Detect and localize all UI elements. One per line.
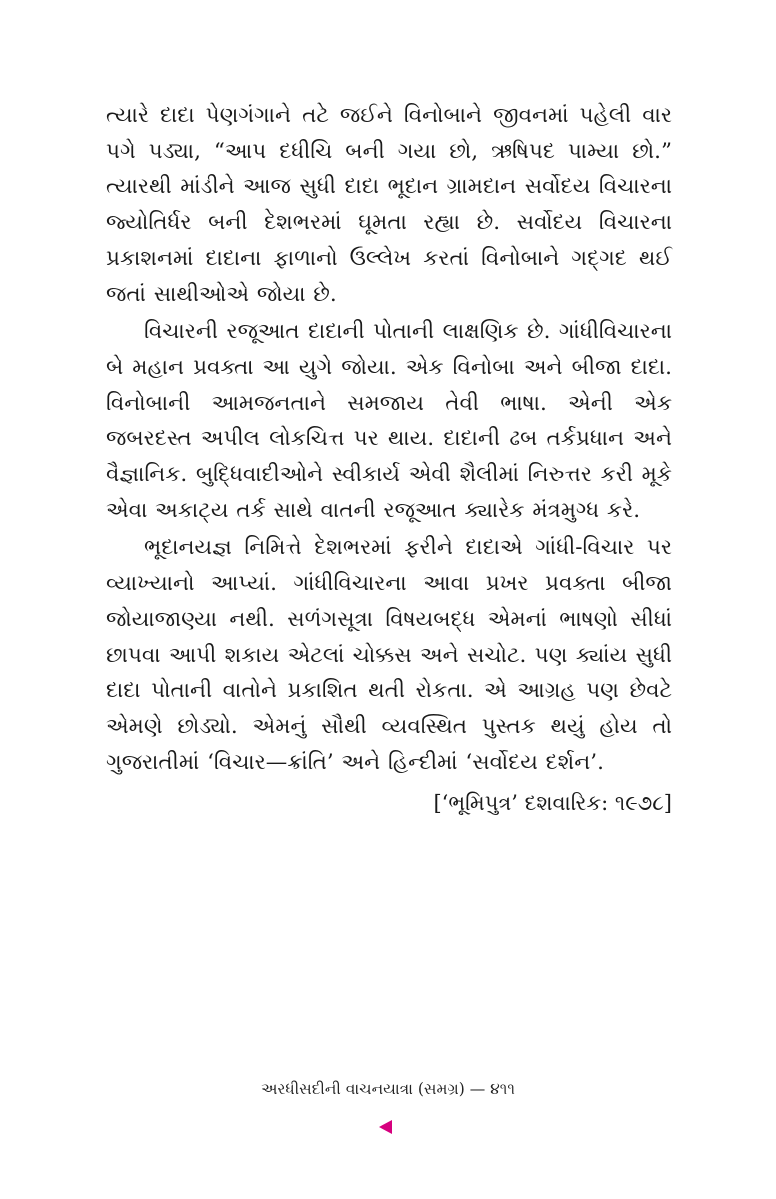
paragraph-2: વિચારની રજૂઆત દાદાની પોતાની લાક્ષણિક છે. ગાંધીવિચારના બે મહાન પ્રવક્તા આ યુગે જોયા. એક વિનોબા અને બીજા દાદા. વિનોબાની આમજનતાને સમજાય તેવી ભાષા. એની એક જબરદસ્ત અપીલ લોકચિત્ત પર થાય. દાદાની ઢબ તર્કપ્રધાન અને વૈજ્ઞાનિક. બુદ્ધિવાદીઓને સ્વીકાર્ય એવી શૈલીમાં નિરુત્તર કરી મૂકે એવા અકાટ્ય તર્ક સાથે વાતની રજૂઆત ક્યારેક મંત્રમુગ્ધ કરે. — [106, 319, 672, 523]
document-page — [106, 98, 672, 820]
previous-page-icon[interactable] — [379, 1120, 392, 1134]
page-footer: અરધીસદીની વાચનયાત્રા (સમગ્ર) — ૪૧૧ — [261, 1080, 515, 1098]
paragraph-3: ભૂદાનયજ્ઞ નિમિત્તે દેશભરમાં ફરીને દાદાએ ગાંધી-વિચાર પર વ્યાખ્યાનો આપ્યાં. ગાંધીવિચારના આવા પ્રખર પ્રવક્તા બીજા જોયાજાણ્યા નથી. સળંગસૂત્રા વિષયબદ્ધ એમનાં ભાષણો સીધાં છાપવા આપી શકાય એટલાં ચોક્કસ અને સચોટ. પણ ક્યાંય સુધી દાદા પોતાની વાતોને પ્રકાશિત થતી રોકતા. એ આગ્રહ પણ છેવટે એમણે છોડ્યો. એમનું સૌથી વ્યવસ્થિત પુસ્તક થયું હોય તો ગુજરાતીમાં ‘વિચાર—ક્રાંતિ’ અને હિન્દીમાં ‘સર્વોદય દર્શન’. — [106, 535, 672, 775]
paragraph-1: ત્યારે દાદા પેણગંગાને તટે જઈને વિનોબાને જીવનમાં પહેલી વાર પગે પડ્યા, “આપ દધીચિ બની ગયા છો, ઋષિપદ પામ્યા છો.” ત્યારથી માંડીને આજ સુધી દાદા ભૂદાન ગ્રામદાન સર્વોદય વિચારના જ્યોતિર્ધર બની દેશભરમાં ઘૂમતા રહ્યા છે. સર્વોદય વિચારના પ્રકાશનમાં દાદાના ફાળાનો ઉલ્લેખ કરતાં વિનોબાને ગદ્ગદ થઈ જતાં સાથીઓએ જોયા છે. — [106, 103, 672, 307]
source-citation: [‘ભૂમિપુત્ર’ દશવારિક: ૧૯૭૮] — [433, 791, 672, 816]
